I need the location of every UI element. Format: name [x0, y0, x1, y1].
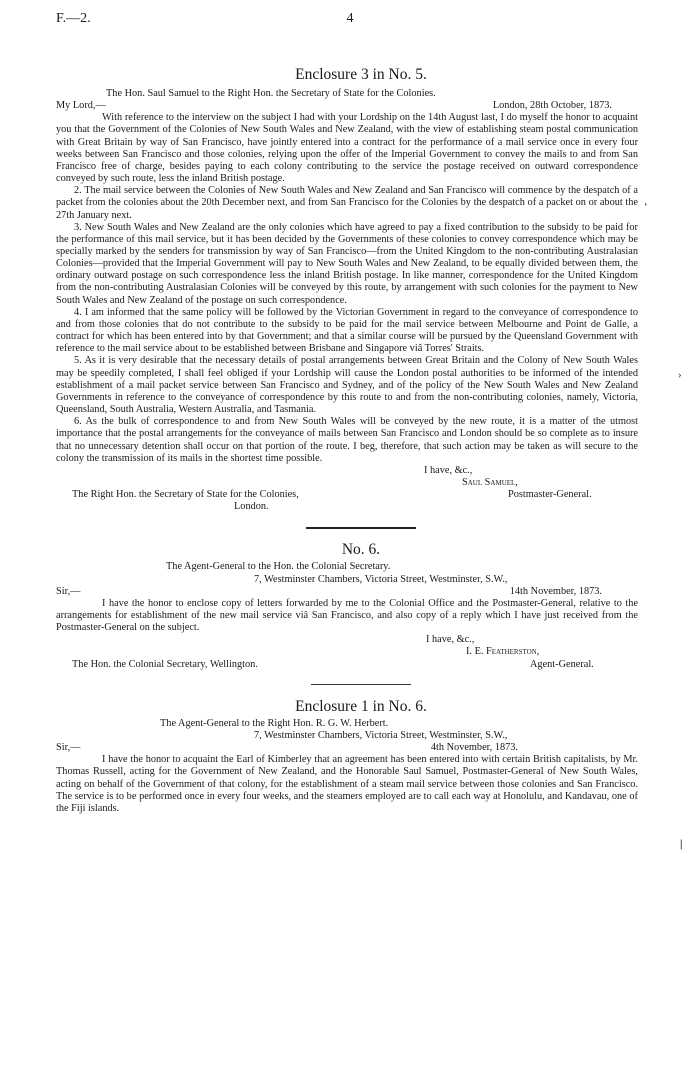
enclosure-1-section	[56, 697, 638, 815]
closing-row	[84, 634, 638, 646]
paragraph-1: With reference to the interview on the subject I had with your Lordship on the 14th August last, I do myself the honor to acquaint you that the Government of the Colonies of New South Wales and New Zealand, with the view of establishing steam postal communication with Great Britain by way of San Francisco, have jointly entered into a contract for the performance of a mail service once in every four weeks between San Francisco and those colonies, relying upon the offer of the Imperial Government to convey the mails to and from San Francisco free of charge, besides paying to each colony contributing to the service the postage received on outward correspondence conveyed by such route, less the inland British postage.	[56, 112, 638, 185]
letter-date: 14th November, 1873.	[509, 585, 602, 597]
paragraph-3: 3. New South Wales and New Zealand are the only colonies which have agreed to pay a fixed contribution to the subsidy to be paid for the performance of this mail service, but it has been decided by the Governments of these colonies to convey correspondence which may be specially marked by the senders for transmission by way of San Francisco—from the United Kingdom to the non-contributing Australasian Colonies—provided that the Imperial Government will pay to New South Wales and New Zealand, to be equally divided between them, the ordinary outward postage on such correspondence less the inland British postage. In like manner, correspondence for the United Kingdom from the non-contributing Australasian Colonies will be conveyed by this route, by arrangement with such colonies for the payment to New South Wales and New Zealand of the postage on such correspondence.	[56, 221, 638, 306]
paragraph-5: 5. As it is very desirable that the necessary details of postal arrangements between Great Britain and the Colony of New South Wales may be speedily completed, I shall feel obliged if your Lordship will cause the London postal authorities to be informed of the intended establishment of a mail packet service between San Francisco and Sydney, and of the policy of the New South Wales and New Zealand Governments in reference to the conveyance of correspondence by this route to and from the non-contributing colonies, namely, Victoria, Queensland, South Australia, Western Australia, and Tasmania.	[56, 355, 638, 416]
paragraph-2: 2. The mail service between the Colonies of New South Wales and New Zealand and San Francisco will commence by the despatch of a packet from the colonies about the 20th December next, and from San Francisco for the Colonies by the despatch of a packet on or about the 27th January next.	[56, 185, 638, 221]
letter-date: 4th November, 1873.	[430, 742, 518, 754]
enclosure-3-section	[56, 66, 638, 513]
section-divider	[306, 527, 416, 529]
paragraph-6: 6. As the bulk of correspondence to and from New South Wales will be conveyed by the new route, it is a matter of the utmost importance that the postal arrangements for the conveyance of mails between San Francisco and London should be so complete as to insure that no unnecessary detention shall occur on that portion of the route. I beg, therefore, that such action may be taken as will secure to the colony the transmission of its mails in the shortest time possible.	[56, 416, 638, 464]
addressee-place-row	[84, 501, 638, 513]
signer-title: Postmaster-General.	[508, 489, 592, 501]
section-divider	[311, 684, 411, 685]
closing: I have, &c.,	[426, 634, 475, 646]
section-heading: Enclosure 3 in No. 5.	[295, 66, 427, 83]
margin-mark: ›	[678, 369, 682, 381]
page-reference: F.—2.	[56, 11, 91, 26]
closing-row	[84, 465, 638, 477]
salutation-row	[56, 586, 638, 598]
margin-mark: ‘	[644, 201, 648, 213]
signer-name: Saul Samuel,	[462, 476, 518, 488]
salutation: Sir,—	[56, 742, 81, 754]
addressee-row	[72, 489, 638, 501]
addressee: The Right Hon. the Secretary of State for the Colonies,	[72, 489, 299, 501]
section-heading: No. 6.	[341, 541, 381, 559]
document-body	[56, 66, 638, 815]
letter-from-line: The Hon. Saul Samuel to the Right Hon. the Secretary of State for the Colonies.	[106, 88, 436, 99]
place-date: London, 28th October, 1873.	[492, 100, 612, 112]
addressee: The Hon. the Colonial Secretary, Wellington.	[72, 658, 258, 670]
page-number: 4	[346, 11, 354, 26]
paragraph-4: 4. I am informed that the same policy will be followed by the Victorian Government in regard to the conveyance of correspondence to and from those colonies that do not contribute to the subsidy to be paid for the mail service between Melbourne and Point de Galle, a contract for which has been entered into by that Government; and that a similar course will be pursued by the Queensland Government with reference to the mail service about to be established between Brisbane and Singapore viâ Torres' Straits.	[56, 306, 638, 355]
closing: I have, &c.,	[424, 464, 473, 476]
page-header	[56, 10, 644, 28]
signer-row	[84, 646, 638, 658]
letter-from-line: The Agent-General to the Right Hon. R. G. W. Herbert.	[160, 717, 389, 729]
letter-from-line: The Agent-General to the Hon. the Colonial Secretary.	[166, 561, 391, 573]
letter-address: 7, Westminster Chambers, Victoria Street, Westminster, S.W.,	[254, 573, 508, 585]
signer-title: Agent-General.	[530, 658, 594, 670]
signer-row	[84, 477, 638, 489]
signer-name: I. E. Featherston,	[466, 646, 540, 658]
no-6-section	[56, 541, 638, 670]
addressee-place: London.	[234, 501, 269, 513]
salutation-row	[56, 742, 638, 754]
addressee-row	[72, 658, 638, 671]
salutation: Sir,—	[56, 585, 81, 597]
letter-address: 7, Westminster Chambers, Victoria Street, Westminster, S.W.,	[254, 729, 508, 741]
paragraph-1: I have the honor to enclose copy of letters forwarded by me to the Colonial Office and the Postmaster-General, relative to the arrangements for establishment of the new mail service viâ San Francisco, and also copy of a reply which I have just received from the Postmaster-General on the subject.	[56, 597, 638, 634]
salutation: My Lord,—	[56, 100, 106, 112]
section-heading: Enclosure 1 in No. 6.	[295, 697, 427, 715]
salutation-row	[56, 100, 638, 112]
paragraph-1: I have the honor to acquaint the Earl of Kimberley that an agreement has been entered into with certain British capitalists, by Mr. Thomas Russell, acting for the Government of New Zealand, and the Honorable Saul Samuel, Postmaster-General of New South Wales, acting on behalf of the Government of that colony, for the establishment of a steam mail service between those colonies and San Francisco. The service is to be performed once in every four weeks, and the steamers employed are to call each way at Honolulu, and Kandavau, one of the Fiji islands.	[56, 754, 638, 814]
margin-mark: |	[680, 838, 683, 850]
